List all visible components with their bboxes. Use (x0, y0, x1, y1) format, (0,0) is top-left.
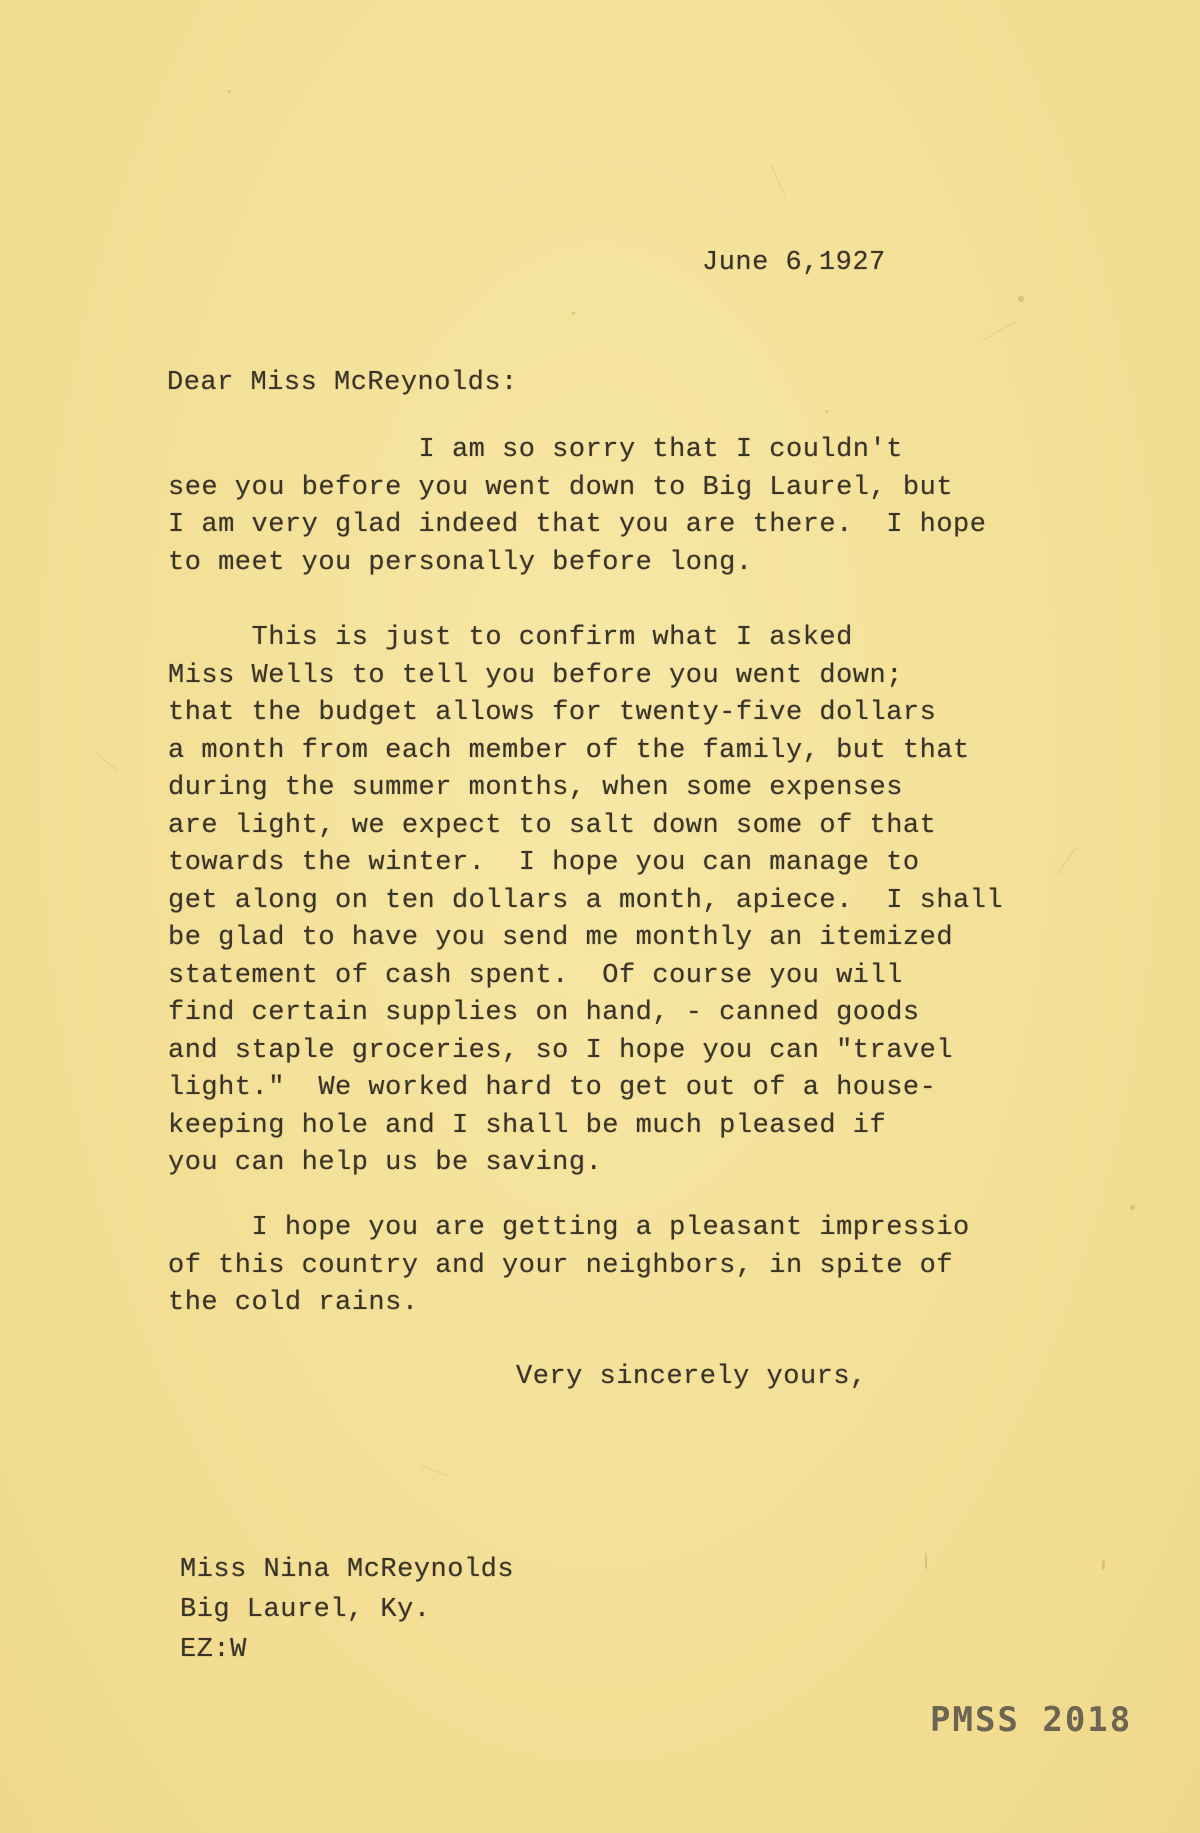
paper-speck (825, 410, 828, 413)
paragraph-line: find certain supplies on hand, - canned goods (168, 998, 920, 1028)
paper-speck (1130, 1205, 1135, 1210)
paragraph-line: you can help us be saving. (168, 1148, 603, 1178)
closing: Very sincerely yours, (516, 1362, 867, 1392)
paper-fiber (770, 164, 786, 197)
paper-speck (1018, 296, 1024, 302)
paragraph-line: be glad to have you send me monthly an itemized (168, 923, 954, 953)
paragraph-line: that the budget allows for twenty-five dollars (168, 698, 937, 728)
archive-stamp: PMSS 2018 (930, 1700, 1133, 1740)
paper-fiber (421, 1465, 448, 1476)
paragraph-line: keeping hole and I shall be much pleased if (168, 1110, 887, 1141)
paragraph-line: are light, we expect to salt down some of that (168, 810, 937, 841)
paragraph-line: This is just to confirm what I asked (168, 623, 853, 653)
paragraph-3 (168, 1210, 1128, 1323)
paper-speck (228, 90, 231, 93)
address-line: Miss Nina McReynolds (180, 1555, 515, 1585)
paper-fiber (982, 320, 1017, 341)
recipient-address (180, 1550, 514, 1670)
reference-initials: EZ:W (180, 1635, 247, 1665)
paragraph-line: see you before you went down to Big Laurel, but (168, 472, 954, 503)
paragraph-line: light." We worked hard to get out of a house- (168, 1073, 937, 1103)
paper-speck (925, 1552, 927, 1570)
paragraph-line: statement of cash spent. Of course you will (168, 960, 903, 991)
paragraph-line: I am so sorry that I couldn't (168, 435, 903, 465)
paragraph-line: to meet you personally before long. (168, 547, 753, 578)
paragraph-line: I am very glad indeed that you are there. I hope (168, 510, 987, 540)
paragraph-line: during the summer months, when some expenses (168, 773, 903, 803)
paragraph-line: get along on ten dollars a month, apiece. I shall (168, 885, 1004, 916)
paragraph-line: of this country and your neighbors, in spite of (168, 1250, 954, 1281)
paragraph-line: I hope you are getting a pleasant impressio (168, 1213, 970, 1243)
paper-fiber (93, 750, 117, 770)
paragraph-line: towards the winter. I hope you can manage to (168, 848, 920, 878)
paragraph-line: Miss Wells to tell you before you went down; (168, 660, 903, 691)
paper-speck (572, 312, 575, 315)
paper-speck (1102, 1560, 1105, 1570)
address-line: Big Laurel, Ky. (180, 1595, 431, 1625)
salutation: Dear Miss McReynolds: (167, 368, 518, 398)
paragraph-line: and staple groceries, so I hope you can "travel (168, 1035, 954, 1066)
paragraph-1 (168, 432, 1128, 582)
paragraph-2 (168, 620, 1128, 1183)
paragraph-line: a month from each member of the family, but that (168, 735, 970, 766)
letter-date: June 6,1927 (702, 248, 886, 278)
paragraph-line: the cold rains. (168, 1288, 419, 1318)
